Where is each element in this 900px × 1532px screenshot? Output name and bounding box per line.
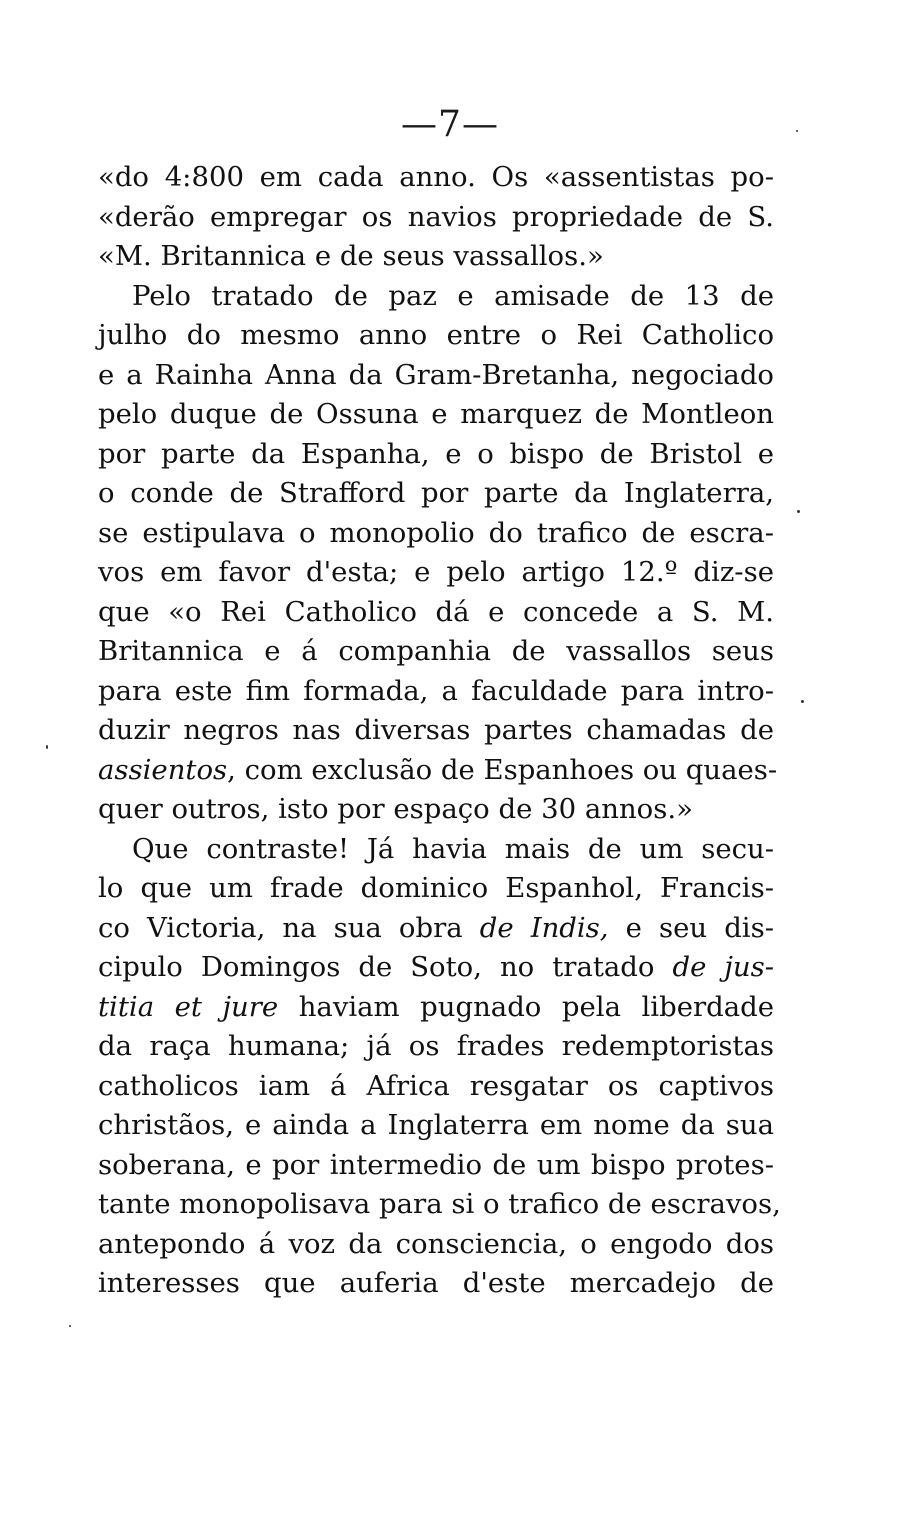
text-run: interesses que auferia d'este mercadejo de [98, 1267, 774, 1299]
text-run: para este fim formada, a faculdade para intro- [98, 674, 774, 707]
text-line [98, 395, 774, 435]
text-line [98, 553, 774, 593]
text-run: julho do mesmo anno entre o Rei Catholico [98, 319, 774, 351]
text-line [98, 474, 774, 514]
text-line [98, 869, 774, 909]
text-run: quer outros, isto por espaço de 30 annos.» [98, 793, 693, 825]
text-line [98, 909, 774, 949]
text-run: «M. Britannica e de seus vassallos.» [98, 240, 604, 272]
body-text [98, 158, 781, 1304]
text-line [98, 948, 774, 988]
text-line [98, 1027, 774, 1067]
text-line [98, 277, 774, 317]
print-speck [796, 130, 798, 132]
text-line [98, 237, 774, 277]
text-run: co Victoria, na sua obra [98, 911, 480, 944]
text-line [98, 830, 774, 870]
text-run: catholicos iam á Africa resgatar os captivos [98, 1069, 774, 1102]
text-line [98, 790, 774, 830]
text-run: cipulo Domingos de Soto, no tratado [98, 951, 673, 983]
text-run: «do 4:800 em cada anno. Os «assentistas po- [98, 161, 774, 193]
text-run: vos em favor d'esta; e pelo artigo 12.º diz-se [98, 556, 774, 588]
print-speck [46, 745, 48, 749]
print-speck [797, 510, 800, 513]
text-line [98, 158, 774, 198]
text-run: , com exclusão de Espanhoes ou quaes- [227, 753, 778, 786]
text-run: duzir negros nas diversas partes chamadas de [98, 714, 774, 746]
print-speck [801, 700, 804, 703]
text-line [98, 198, 774, 238]
text-run: o conde de Strafford por parte da Inglaterra, [98, 477, 774, 509]
text-run: pelo duque de Ossuna e marquez de Montleon [98, 398, 774, 430]
text-line [98, 435, 774, 475]
text-run: lo que um frade dominico Espanhol, Francis- [98, 872, 774, 904]
text-run: Pelo tratado de paz e amisade de 13 de [132, 279, 774, 312]
text-line [98, 316, 774, 356]
text-run: e a Rainha Anna da Gram-Bretanha, negociado [98, 358, 774, 391]
text-line [98, 1264, 774, 1304]
text-line [98, 711, 774, 751]
italic-text: de Indis, [479, 911, 609, 944]
text-run: «derão empregar os navios propriedade de S. [98, 200, 774, 233]
text-line [98, 514, 774, 554]
text-run: soberana, e por intermedio de um bispo protes- [98, 1148, 774, 1181]
text-run: se estipulava o monopolio do trafico de escra- [98, 516, 774, 549]
text-run: antepondo á voz da consciencia, o engodo dos [98, 1227, 774, 1260]
text-line [98, 751, 778, 791]
text-line [98, 593, 774, 633]
italic-text: titia et jure [98, 990, 279, 1023]
text-run: haviam pugnado pela liberdade [278, 990, 775, 1023]
text-line [98, 1185, 781, 1225]
text-run: christãos, e ainda a Inglaterra em nome da sua [98, 1109, 774, 1141]
text-run: por parte da Espanha, e o bispo de Bristol e [98, 437, 774, 470]
text-line [98, 1106, 774, 1146]
italic-text: assientos [98, 753, 228, 786]
text-run: que «o Rei Catholico dá e concede a S. M. [98, 595, 774, 628]
text-line [98, 632, 774, 672]
text-run: da raça humana; já os frades redemptoristas [98, 1030, 774, 1062]
text-run: Que contraste! Já havia mais de um secu- [132, 832, 774, 865]
text-run: Britannica e á companhia de vassallos seus [98, 635, 774, 667]
text-line [98, 672, 774, 712]
text-run: e seu dis- [608, 911, 775, 944]
italic-text: de jus- [672, 951, 774, 983]
text-line [98, 1067, 774, 1107]
page-number: —7— [401, 104, 499, 145]
text-line [98, 1146, 774, 1186]
text-line [98, 356, 774, 396]
text-line [98, 1225, 774, 1265]
text-run: tante monopolisava para si o trafico de escravos, [98, 1188, 781, 1220]
text-line [98, 988, 774, 1028]
print-speck [69, 1325, 71, 1327]
